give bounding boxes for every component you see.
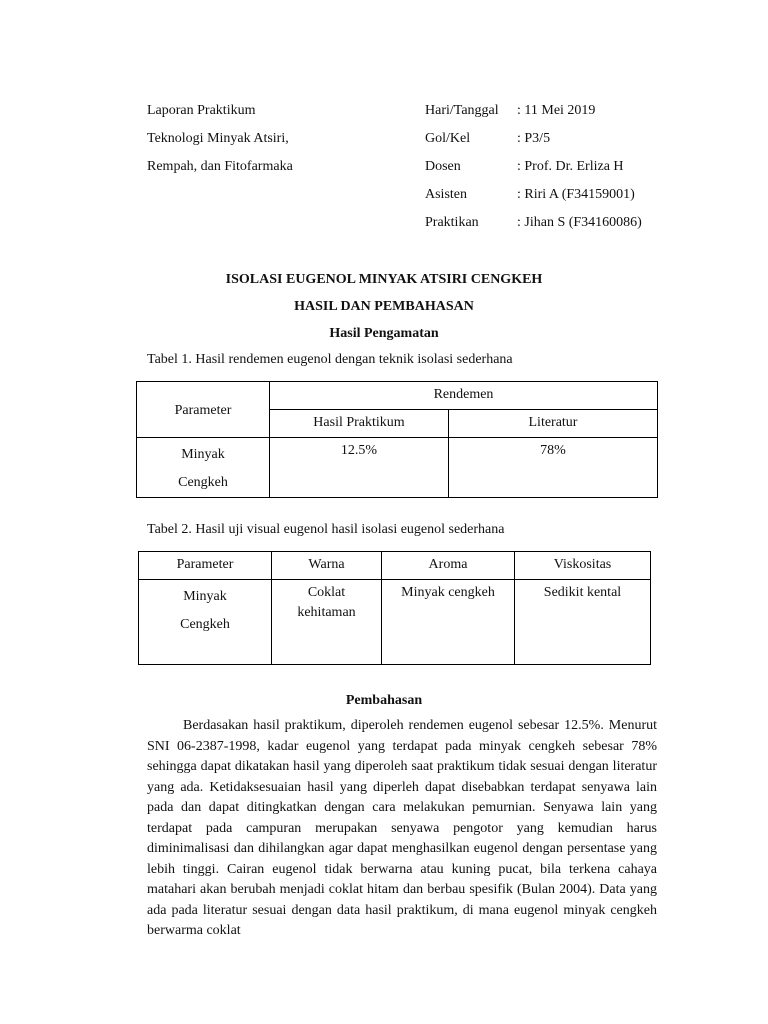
param-line: Minyak [181, 447, 225, 462]
header-value: : Riri A (F34159001) [517, 187, 635, 202]
warna-line: Coklat [307, 585, 346, 600]
table2-cell-viskositas: Sedikit kental [515, 580, 651, 665]
header-value: : Jihan S (F34160086) [517, 215, 642, 230]
header-key: Praktikan [425, 215, 479, 230]
table1-cell-literatur: 78% [449, 438, 658, 498]
course-name-line2: Rempah, dan Fitofarmaka [147, 159, 293, 174]
header-value: : P3/5 [517, 131, 551, 146]
table2-header-aroma: Aroma [382, 552, 515, 580]
course-name-line1: Teknologi Minyak Atsiri, [147, 131, 289, 146]
table2-header-parameter: Parameter [139, 552, 272, 580]
table1-header-hasil: Hasil Praktikum [270, 410, 449, 438]
table2-cell-parameter [139, 580, 272, 665]
header-row-group [425, 130, 725, 158]
document-subtitle: HASIL DAN PEMBAHASAN [294, 299, 474, 314]
table1 [136, 381, 658, 498]
discussion-heading: Pembahasan [345, 693, 423, 708]
table1-cell-hasil: 12.5% [270, 438, 449, 498]
header-key: Asisten [425, 187, 467, 202]
discussion-paragraph: Berdasakan hasil praktikum, diperoleh rendemen eugenol sebesar 12.5%. Menurut SNI 06-2387-1998, kadar eugenol yang terdapat pada minyak cengkeh sebesar 78% sehingga dapat dikatakan hasil yang diperoleh saat praktikum tidak sesuai dengan literatur yang ada. Ketidaksesuaian hasil yang diperleh dapat disebabkan terdapat senyawa lain pada dan dapat ditingkatkan dengan cara melakukan pemurnian. Senyawa lain yang terdapat pada campuran merupakan senyawa pengotor yang kemudian harus diminimalisasi dan dihilangkan agar dapat menghasilkan eugenol dengan persentase yang lebih tinggi. Cairan eugenol tidak berwarna atau kuning pucat, bila terkena cahaya matahari akan berubah menjadi coklat hitam dan berbau spesifik (Bulan 2004). Data yang ada pada literatur sesuai dengan data hasil praktikum, di mana eugenol minyak cengkeh berwarma coklat [147, 718, 657, 938]
header-row-lecturer [425, 158, 725, 186]
param-line: Cengkeh [180, 617, 230, 632]
table1-caption: Tabel 1. Hasil rendemen eugenol dengan teknik isolasi sederhana [147, 352, 513, 367]
document-title: ISOLASI EUGENOL MINYAK ATSIRI CENGKEH [225, 272, 543, 287]
table1-cell-parameter [137, 438, 270, 498]
table2-caption: Tabel 2. Hasil uji visual eugenol hasil isolasi eugenol sederhana [147, 522, 505, 537]
report-type: Laporan Praktikum [147, 103, 256, 118]
report-header-left [147, 102, 407, 186]
table2 [138, 551, 651, 665]
header-row-date [425, 102, 725, 130]
header-key: Dosen [425, 159, 461, 174]
report-header-right [425, 102, 725, 242]
table1-header-parameter: Parameter [137, 382, 270, 438]
header-value: : 11 Mei 2019 [517, 103, 596, 118]
header-row-assistant [425, 186, 725, 214]
section-heading: Hasil Pengamatan [329, 326, 439, 341]
table2-cell-warna [272, 580, 382, 665]
param-line: Minyak [183, 589, 227, 604]
param-line: Cengkeh [178, 475, 228, 490]
table2-cell-aroma: Minyak cengkeh [382, 580, 515, 665]
header-key: Gol/Kel [425, 131, 471, 146]
table1-header-literatur: Literatur [449, 410, 658, 438]
warna-line: kehitaman [297, 605, 356, 620]
table2-header-viskositas: Viskositas [515, 552, 651, 580]
table2-header-warna: Warna [272, 552, 382, 580]
table1-header-rendemen: Rendemen [270, 382, 658, 410]
header-key: Hari/Tanggal [425, 103, 499, 118]
header-value: : Prof. Dr. Erliza H [517, 159, 624, 174]
header-row-student [425, 214, 725, 242]
